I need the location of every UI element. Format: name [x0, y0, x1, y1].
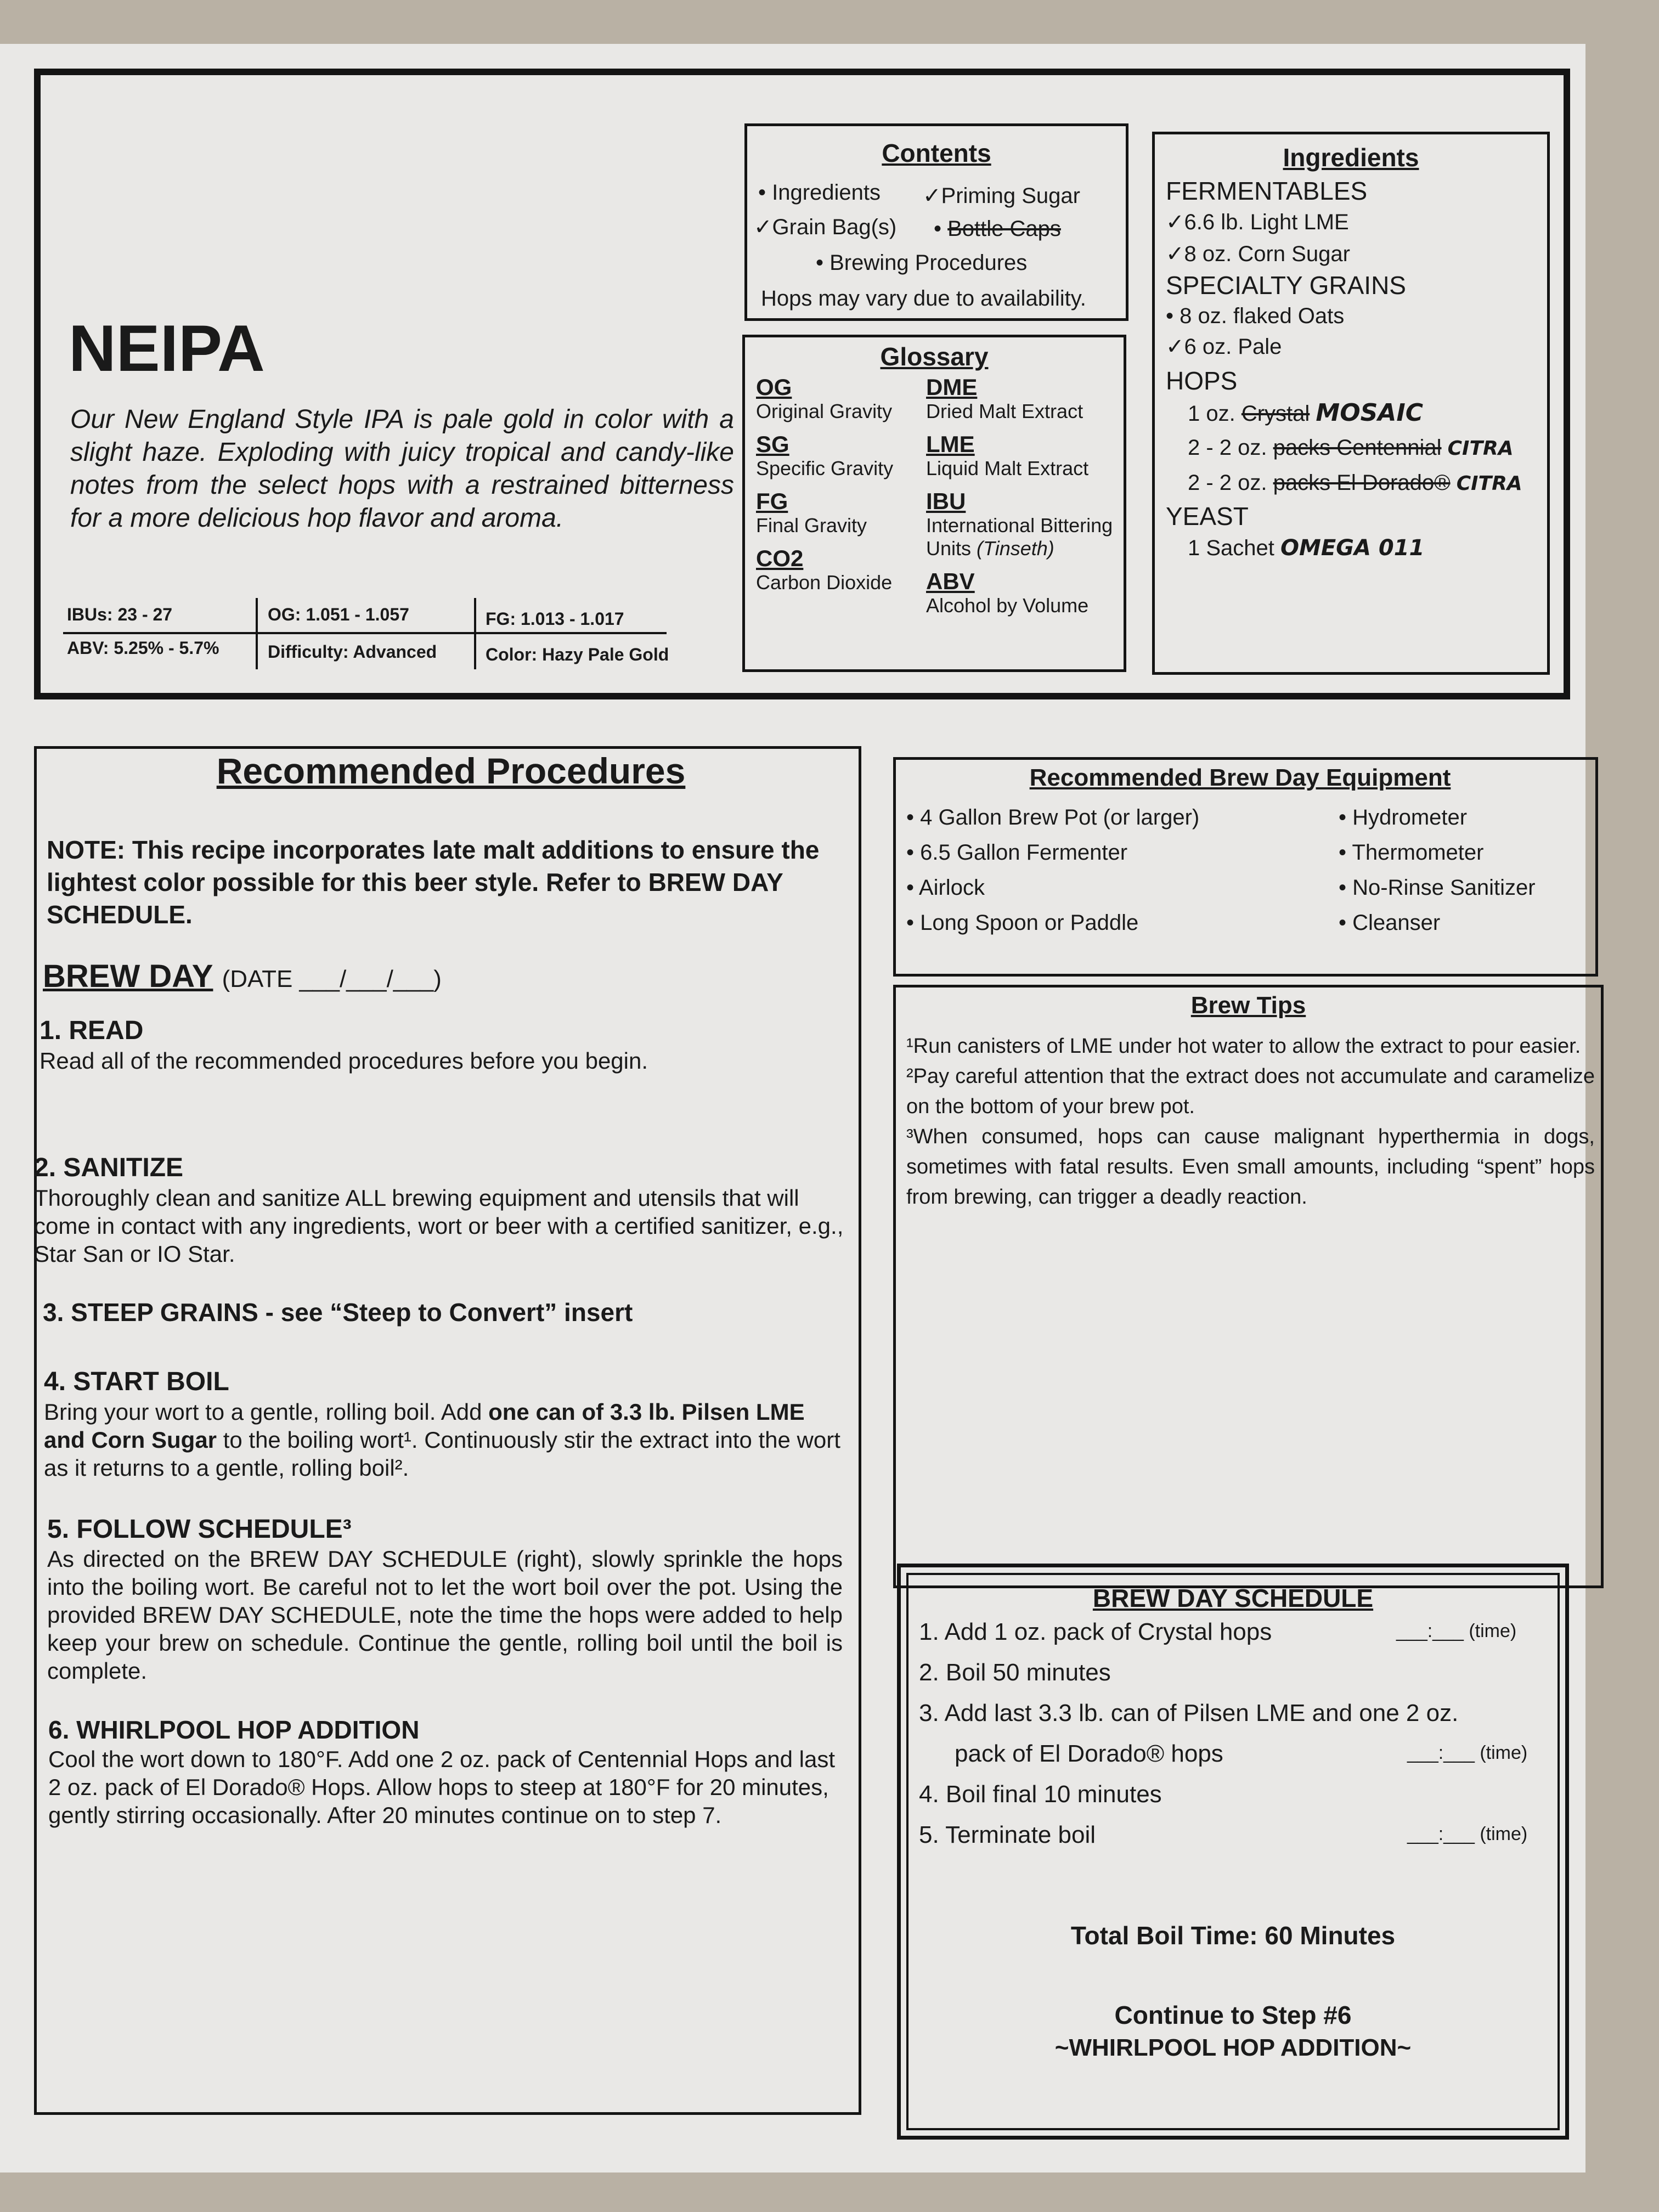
hop3-crossed: packs El Dorado® [1273, 471, 1451, 495]
schedule-step-3-cont-text: pack of El Dorado® hops [955, 1740, 1223, 1767]
procedure-step-steep [43, 1296, 855, 1328]
ingredients-heading: Ingredients [1283, 143, 1419, 172]
check-icon: ✓ [754, 215, 772, 239]
yeast-item [1166, 532, 1544, 565]
equipment-list-right [1339, 800, 1536, 940]
hops-label: HOPS [1166, 366, 1238, 395]
step-text: Read all of the recommended procedures before you begin. [40, 1048, 648, 1074]
hop3-amount: 2 - 2 oz. [1188, 471, 1267, 495]
hop-item [1166, 396, 1544, 431]
step-title: 2. SANITIZE [34, 1153, 184, 1182]
specialty-item: ✓6 oz. Pale [1166, 335, 1282, 359]
fermentable-corn-sugar: 8 oz. Corn Sugar [1184, 242, 1350, 266]
contents-ingredients-text: Ingredients [772, 180, 881, 205]
recipe-description: Our New England Style IPA is pale gold in color with a slight haze. Exploding with juicy tropical and candy-like notes from the select hops with a restrained bitterness for a more delicious hop flavor and aroma. [70, 405, 734, 533]
check-icon: ✓ [923, 184, 941, 208]
hop1-handwritten: MOSAIC [1316, 399, 1424, 427]
contents-item-brewing-procedures: • Brewing Procedures [816, 251, 1028, 275]
step-title: 1. READ [40, 1016, 144, 1045]
procedure-step-whirlpool [48, 1714, 844, 1829]
step-text: As directed on the BREW DAY SCHEDULE (right), slowly sprinkle the hops into the boiling wort. Be careful not to let the wort boil over the pot. Using the provided BREW DAY SCHEDULE, note the time the hops were added to help keep your brew on schedule. Continue the gentle, rolling boil until the boil is complete. [47, 1546, 843, 1684]
glossary-left-col [756, 375, 921, 594]
stat-abv: ABV: 5.25% - 5.7% [67, 638, 219, 658]
time-field[interactable] [1407, 1742, 1527, 1764]
brew-tip: ¹Run canisters of LME under hot water to allow the extract to pour easier. [906, 1035, 1581, 1058]
schedule-total: Total Boil Time: 60 Minutes [1070, 1921, 1396, 1950]
procedure-step-boil [44, 1366, 845, 1482]
ingredients-box [1152, 132, 1550, 675]
brew-tip: ²Pay careful attention that the extract does not accumulate and caramelize on the bottom of your brew pot. [906, 1065, 1595, 1118]
glossary-term: LME [926, 431, 975, 457]
glossary-def: International Bittering [926, 514, 1113, 537]
step-title: 6. WHIRLPOOL HOP ADDITION [48, 1716, 420, 1744]
step-title: 3. STEEP GRAINS - see “Steep to Convert” insert [43, 1298, 633, 1327]
brew-tip: ³When consumed, hops can cause malignant hyperthermia in dogs, sometimes with fatal results. Even small amounts, including “spent” hops from brewing, can trigger a deadly reaction. [906, 1125, 1595, 1209]
hop2-amount: 2 - 2 oz. [1188, 436, 1267, 460]
contents-note: Hops may vary due to availability. [761, 286, 1086, 311]
fermentable-item: ✓6.6 lb. Light LME [1166, 210, 1349, 234]
contents-priming-text: Priming Sugar [941, 184, 1080, 208]
stats-divider-v1 [256, 598, 258, 669]
brew-tips-heading: Brew Tips [1190, 992, 1306, 1019]
hop2-handwritten: CITRA [1447, 437, 1514, 460]
glossary-def: Carbon Dioxide [756, 571, 893, 594]
equipment-item: • Long Spoon or Paddle [906, 905, 1199, 940]
glossary-def: Alcohol by Volume [926, 594, 1089, 617]
equipment-item: • 6.5 Gallon Fermenter [906, 835, 1199, 870]
equipment-item: • Cleanser [1339, 905, 1536, 940]
time-label: (time) [1469, 1621, 1517, 1641]
glossary-def: Final Gravity [756, 514, 867, 537]
glossary-box [742, 335, 1126, 672]
equipment-heading: Recommended Brew Day Equipment [1029, 764, 1451, 791]
step-text: Thoroughly clean and sanitize ALL brewing equipment and utensils that will come in contact with any ingredients, wort or beer with a certified sanitizer, e.g., Star San or IO Star. [34, 1185, 844, 1267]
glossary-def: Specific Gravity [756, 457, 894, 479]
boil-text-c: to the boiling wort¹. Continuously stir the extract into the wort as it returns to a gentle, rolling boil². [44, 1427, 840, 1481]
equipment-item: • Hydrometer [1339, 800, 1536, 835]
contents-heading: Contents [882, 139, 991, 167]
contents-item-priming-sugar [923, 183, 1080, 209]
boil-text-bold: one can of 3.3 lb. Pilsen LME and Corn Sugar [44, 1399, 805, 1453]
yeast-label: YEAST [1166, 502, 1249, 531]
glossary-heading: Glossary [880, 342, 989, 371]
boil-text-a: Bring your wort to a gentle, rolling boil. Add [44, 1399, 489, 1425]
specialty-oats: 8 oz. flaked Oats [1180, 304, 1345, 328]
schedule-step-1-text: 1. Add 1 oz. pack of Crystal hops [919, 1618, 1272, 1645]
equipment-list-left [906, 800, 1199, 940]
procedures-note: NOTE: This recipe incorporates late malt additions to ensure the lightest color possible for this beer style. Refer to BREW DAY SCHEDULE. [47, 836, 820, 929]
schedule-step-4: 4. Boil final 10 minutes [919, 1781, 1162, 1808]
contents-bottle-caps-text: Bottle Caps [947, 217, 1061, 241]
schedule-step-3: 3. Add last 3.3 lb. can of Pilsen LME and one 2 oz. [919, 1700, 1459, 1726]
glossary-term: IBU [926, 488, 966, 514]
step-text: Cool the wort down to 180°F. Add one 2 oz. pack of Centennial Hops and last 2 oz. pack of El Dorado® Hops. Allow hops to steep at 180°F for 20 minutes, gently stirring occasionally. After 20 minutes continue on to step 7. [48, 1746, 836, 1828]
hop3-handwritten: CITRA [1456, 472, 1522, 495]
stat-color: Color: Hazy Pale Gold [486, 645, 669, 664]
time-label: (time) [1480, 1742, 1528, 1763]
schedule-step-1 [919, 1618, 1550, 1659]
equipment-item: • Airlock [906, 870, 1199, 905]
time-blank: ___:___ [1396, 1621, 1464, 1641]
contents-box [744, 123, 1128, 321]
glossary-term: SG [756, 431, 789, 457]
contents-item-ingredients: • Ingredients [758, 180, 881, 205]
specialty-pale: 6 oz. Pale [1184, 335, 1282, 359]
brew-day-line [43, 957, 442, 998]
time-blank: ___:___ [1407, 1742, 1475, 1763]
hop-item [1166, 466, 1544, 501]
glossary-term: FG [756, 488, 788, 514]
brew-day-date: (DATE ___/___/___) [222, 966, 442, 992]
stats-divider-h [63, 632, 667, 634]
hop1-amount: 1 oz. [1188, 402, 1235, 426]
glossary-term: OG [756, 374, 792, 400]
time-field[interactable] [1396, 1621, 1516, 1642]
schedule-heading: BREW DAY SCHEDULE [1092, 1584, 1374, 1612]
procedure-step-read [40, 1015, 851, 1075]
step-text [44, 1398, 845, 1482]
step-title: 4. START BOIL [44, 1367, 229, 1396]
fermentable-item: ✓8 oz. Corn Sugar [1166, 242, 1350, 266]
schedule-step-5-text: 5. Terminate boil [919, 1821, 1096, 1848]
glossary-def: Liquid Malt Extract [926, 457, 1089, 479]
schedule-whirlpool: ~WHIRLPOOL HOP ADDITION~ [1054, 2034, 1412, 2061]
procedures-heading: Recommended Procedures [216, 751, 686, 791]
recipe-title: NEIPA [69, 312, 265, 385]
contents-grain-text: Grain Bag(s) [772, 215, 897, 239]
glossary-def-cont [926, 537, 1124, 560]
glossary-def-units: Units [926, 537, 972, 560]
glossary-term: ABV [926, 568, 975, 594]
brew-day-label: BREW DAY [43, 958, 213, 994]
contents-item-grain-bags [754, 214, 896, 240]
specialty-item: • 8 oz. flaked Oats [1166, 304, 1345, 328]
contents-procedures-text: Brewing Procedures [830, 251, 1028, 275]
fermentable-lme: 6.6 lb. Light LME [1184, 210, 1349, 234]
brew-tips-list [906, 1031, 1595, 1212]
glossary-def: Dried Malt Extract [926, 400, 1084, 422]
yeast-amount: 1 Sachet [1188, 536, 1274, 560]
glossary-term: DME [926, 374, 978, 400]
procedure-step-sanitize [34, 1152, 851, 1268]
schedule-step-2: 2. Boil 50 minutes [919, 1659, 1111, 1686]
ingredients-list [1166, 176, 1544, 565]
stats-divider-v2 [474, 598, 476, 669]
glossary-def-tinseth: (Tinseth) [977, 537, 1054, 560]
schedule-step-3-cont [919, 1740, 1550, 1781]
stat-og: OG: 1.051 - 1.057 [268, 605, 409, 624]
time-label: (time) [1480, 1824, 1528, 1844]
hop-item [1166, 431, 1544, 466]
glossary-def: Original Gravity [756, 400, 893, 422]
stat-difficulty: Difficulty: Advanced [268, 642, 437, 662]
schedule-continue: Continue to Step #6 [1114, 2001, 1352, 2029]
time-blank: ___:___ [1407, 1824, 1475, 1844]
glossary-right-col [926, 375, 1124, 617]
schedule-step-5 [919, 1821, 1550, 1862]
recipe-sheet [0, 44, 1595, 2172]
procedure-step-schedule [47, 1514, 843, 1685]
hop1-crossed: Crystal [1241, 402, 1310, 426]
specialty-label: SPECIALTY GRAINS [1166, 271, 1406, 300]
fermentables-label: FERMENTABLES [1166, 177, 1368, 205]
stat-ibu: IBUs: 23 - 27 [67, 605, 173, 624]
yeast-handwritten: OMEGA 011 [1280, 535, 1425, 561]
equipment-item: • 4 Gallon Brew Pot (or larger) [906, 800, 1199, 835]
hop2-crossed: packs Centennial [1273, 436, 1442, 460]
equipment-item: • Thermometer [1339, 835, 1536, 870]
schedule-steps [919, 1618, 1550, 1862]
step-title: 5. FOLLOW SCHEDULE³ [47, 1515, 352, 1544]
contents-item-bottle-caps: • Bottle Caps [934, 217, 1061, 241]
time-field[interactable] [1407, 1824, 1527, 1845]
equipment-item: • No-Rinse Sanitizer [1339, 870, 1536, 905]
stat-fg: FG: 1.013 - 1.017 [486, 609, 624, 629]
glossary-term: CO2 [756, 545, 804, 571]
